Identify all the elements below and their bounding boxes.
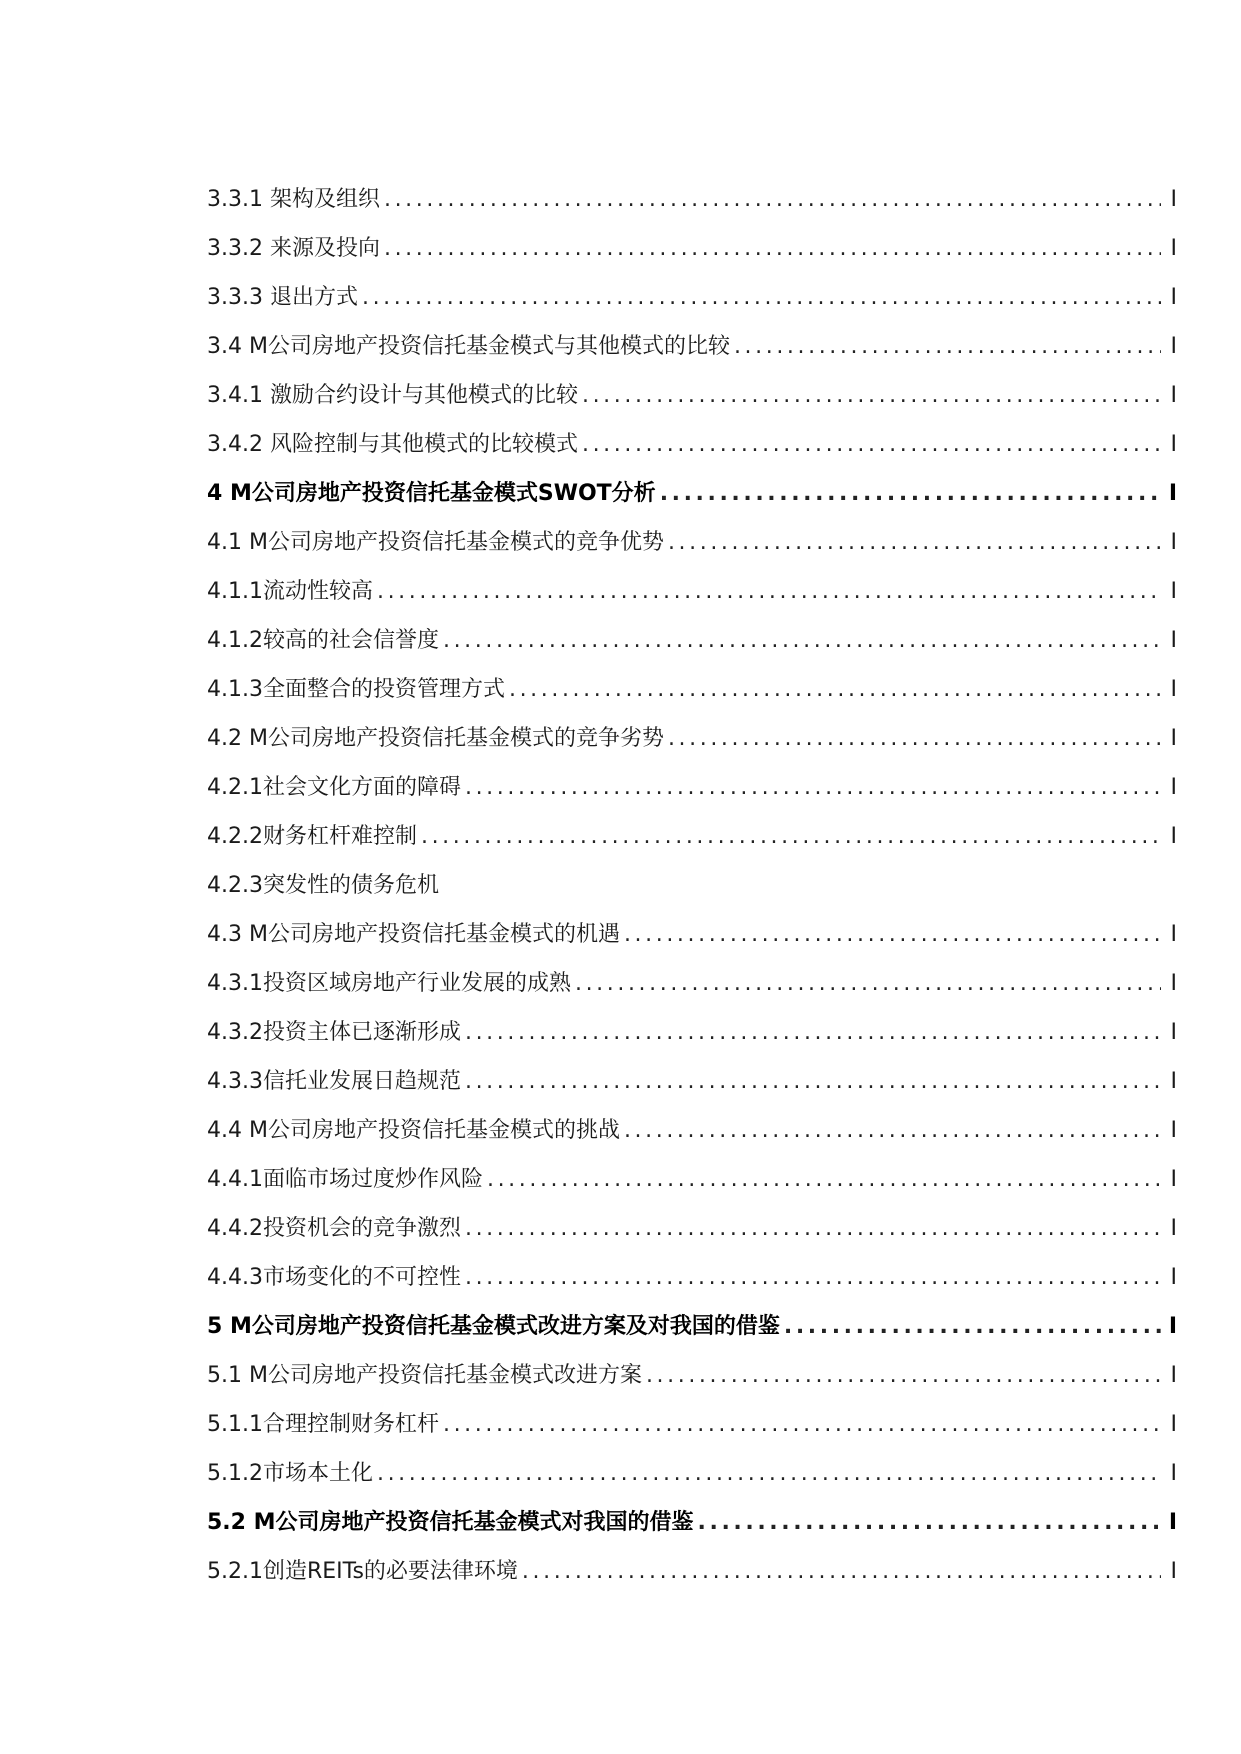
toc-entry[interactable] [207, 1017, 1177, 1066]
toc-entry[interactable] [207, 870, 1177, 919]
toc-dot-leader [646, 1360, 1161, 1392]
toc-page-number: I [1168, 1314, 1177, 1339]
toc-entry-label: 4.2 M公司房地产投资信托基金模式的竞争劣势 [207, 726, 664, 751]
toc-page-number: I [1170, 1167, 1177, 1192]
toc-dot-leader [465, 1213, 1161, 1245]
toc-entry-label: 4 M公司房地产投资信托基金模式SWOT分析 [207, 481, 656, 506]
toc-entry[interactable] [207, 674, 1177, 723]
toc-entry[interactable] [207, 478, 1177, 527]
toc-entry-label: 4.3.1投资区域房地产行业发展的成熟 [207, 971, 571, 996]
toc-entry[interactable] [207, 184, 1177, 233]
toc-entry[interactable] [207, 1311, 1177, 1360]
toc-dot-leader [465, 1262, 1161, 1294]
toc-page-number: I [1170, 187, 1177, 212]
toc-dot-leader [384, 233, 1161, 265]
toc-entry[interactable] [207, 1115, 1177, 1164]
toc-page-number: I [1170, 824, 1177, 849]
toc-entry-label: 4.3.3信托业发展日趋规范 [207, 1069, 461, 1094]
toc-dot-leader [487, 1164, 1161, 1196]
toc-entry-label: 4.3 M公司房地产投资信托基金模式的机遇 [207, 922, 620, 947]
toc-entry-label: 4.1.2较高的社会信誉度 [207, 628, 439, 653]
toc-page-number: I [1170, 334, 1177, 359]
toc-page-number: I [1170, 1069, 1177, 1094]
toc-page-number: I [1170, 1559, 1177, 1584]
toc-entry[interactable] [207, 968, 1177, 1017]
toc-page-number: I [1170, 628, 1177, 653]
toc-page-number: I [1170, 1118, 1177, 1143]
toc-entry[interactable] [207, 1262, 1177, 1311]
toc-entry[interactable] [207, 429, 1177, 478]
toc-dot-leader [734, 331, 1161, 363]
toc-page-number: I [1170, 677, 1177, 702]
toc-entry[interactable] [207, 1507, 1177, 1556]
toc-page-number: I [1170, 530, 1177, 555]
toc-entry-label: 5.2 M公司房地产投资信托基金模式对我国的借鉴 [207, 1510, 694, 1535]
toc-entry-label: 4.4.3市场变化的不可控性 [207, 1265, 461, 1290]
toc-entry-label: 3.4.2 风险控制与其他模式的比较模式 [207, 432, 578, 457]
toc-dot-leader [377, 576, 1161, 608]
toc-dot-leader [421, 821, 1161, 853]
toc-page-number: I [1170, 1020, 1177, 1045]
toc-dot-leader [443, 1409, 1161, 1441]
toc-entry-label: 5.1.2市场本土化 [207, 1461, 373, 1486]
toc-entry-label: 4.4.1面临市场过度炒作风险 [207, 1167, 483, 1192]
toc-page-number: I [1170, 1265, 1177, 1290]
toc-entry[interactable] [207, 821, 1177, 870]
toc-entry[interactable] [207, 233, 1177, 282]
toc-page-number: I [1170, 971, 1177, 996]
toc-page-number: I [1170, 1412, 1177, 1437]
toc-entry-label: 4.2.1社会文化方面的障碍 [207, 775, 461, 800]
toc-dot-leader [668, 723, 1161, 755]
toc-page-number: I [1170, 236, 1177, 261]
toc-dot-leader [575, 968, 1161, 1000]
toc-page-number: I [1170, 579, 1177, 604]
toc-dot-leader [784, 1311, 1161, 1343]
toc-entry[interactable] [207, 331, 1177, 380]
toc-entry-label: 5.1.1合理控制财务杠杆 [207, 1412, 439, 1437]
toc-entry[interactable] [207, 527, 1177, 576]
toc-entry[interactable] [207, 1213, 1177, 1262]
toc-dot-leader [362, 282, 1161, 314]
toc-page-number: I [1170, 285, 1177, 310]
toc-entry[interactable] [207, 723, 1177, 772]
toc-entry-label: 4.2.2财务杠杆难控制 [207, 824, 417, 849]
toc-dot-leader [509, 674, 1161, 706]
toc-page-number: I [1170, 1461, 1177, 1486]
toc-dot-leader [582, 429, 1161, 461]
toc-entry[interactable] [207, 1066, 1177, 1115]
toc-entry[interactable] [207, 1556, 1177, 1605]
toc-page-number: I [1170, 922, 1177, 947]
toc-entry[interactable] [207, 380, 1177, 429]
toc-entry-label: 3.3.2 来源及投向 [207, 236, 380, 261]
toc-entry[interactable] [207, 1409, 1177, 1458]
toc-entry-label: 5.2.1创造REITs的必要法律环境 [207, 1559, 518, 1584]
toc-entry-label: 4.2.3突发性的债务危机 [207, 873, 439, 898]
toc-dot-leader [698, 1507, 1161, 1539]
toc-entry[interactable] [207, 625, 1177, 674]
toc-entry-label: 4.3.2投资主体已逐渐形成 [207, 1020, 461, 1045]
toc-entry-label: 4.1.1流动性较高 [207, 579, 373, 604]
toc-entry[interactable] [207, 1164, 1177, 1213]
toc-page-number: I [1168, 1510, 1177, 1535]
toc-entry-label: 4.4.2投资机会的竞争激烈 [207, 1216, 461, 1241]
toc-page-number: I [1170, 1363, 1177, 1388]
toc-dot-leader [624, 919, 1161, 951]
toc-entry-label: 4.1 M公司房地产投资信托基金模式的竞争优势 [207, 530, 664, 555]
toc-entry-label: 3.4.1 激励合约设计与其他模式的比较 [207, 383, 578, 408]
toc-entry-label: 3.4 M公司房地产投资信托基金模式与其他模式的比较 [207, 334, 730, 359]
toc-entry-label: 5.1 M公司房地产投资信托基金模式改进方案 [207, 1363, 642, 1388]
toc-dot-leader [465, 1017, 1161, 1049]
toc-page-number: I [1168, 481, 1177, 506]
toc-entry[interactable] [207, 772, 1177, 821]
toc-page-number: I [1170, 1216, 1177, 1241]
toc-dot-leader [522, 1556, 1161, 1588]
toc-dot-leader [660, 478, 1161, 510]
toc-dot-leader [377, 1458, 1161, 1490]
toc-entry-label: 5 M公司房地产投资信托基金模式改进方案及对我国的借鉴 [207, 1314, 780, 1339]
toc-dot-leader [624, 1115, 1161, 1147]
toc-entry[interactable] [207, 919, 1177, 968]
toc-page-number: I [1170, 432, 1177, 457]
toc-dot-leader [384, 184, 1161, 216]
toc-entry[interactable] [207, 1458, 1177, 1507]
toc-dot-leader [668, 527, 1161, 559]
toc-dot-leader [465, 772, 1161, 804]
toc-page-number: I [1170, 775, 1177, 800]
toc-page-number: I [1170, 383, 1177, 408]
toc-entry-label: 4.4 M公司房地产投资信托基金模式的挑战 [207, 1118, 620, 1143]
toc-dot-leader [465, 1066, 1161, 1098]
toc-dot-leader [443, 625, 1161, 657]
toc-entry-label: 3.3.3 退出方式 [207, 285, 358, 310]
toc-entry[interactable] [207, 576, 1177, 625]
table-of-contents [207, 184, 1177, 1605]
toc-dot-leader [582, 380, 1161, 412]
toc-entry[interactable] [207, 282, 1177, 331]
toc-entry-label: 3.3.1 架构及组织 [207, 187, 380, 212]
toc-page-number: I [1170, 726, 1177, 751]
toc-entry-label: 4.1.3全面整合的投资管理方式 [207, 677, 505, 702]
toc-entry[interactable] [207, 1360, 1177, 1409]
